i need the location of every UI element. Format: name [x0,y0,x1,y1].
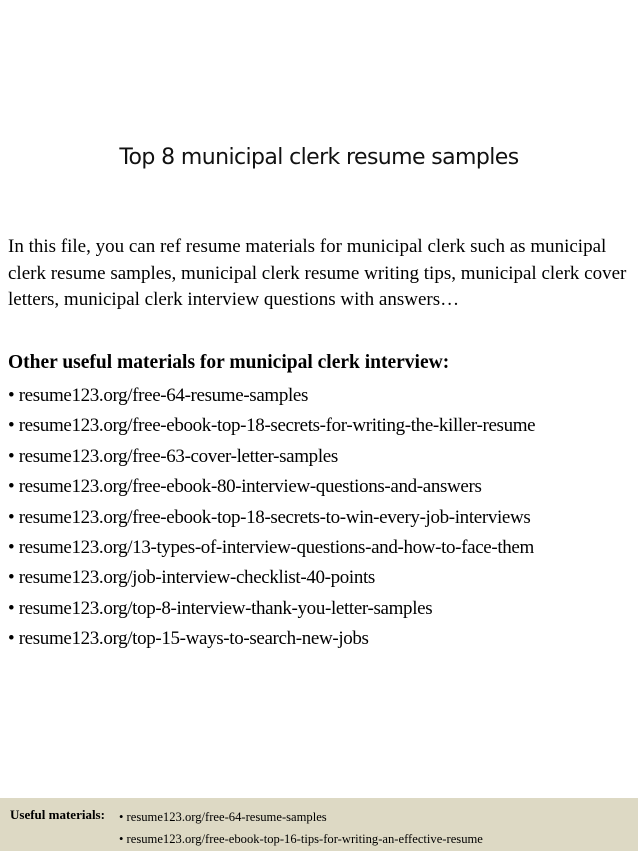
materials-link[interactable]: • resume123.org/top-15-ways-to-search-new-jobs [8,628,369,650]
footer-label: Useful materials: [10,807,105,822]
materials-link[interactable]: • resume123.org/top-8-interview-thank-you-letter-samples [8,597,433,619]
materials-link[interactable]: • resume123.org/free-ebook-top-18-secrets-for-writing-the-killer-resume [8,415,536,437]
footer-link[interactable]: • resume123.org/free-ebook-top-16-tips-for-writing-an-effective-resume [119,832,483,846]
materials-link-list [8,381,535,655]
footer-link-list [119,806,483,850]
page-title: Top 8 municipal clerk resume samples [119,145,519,170]
footer-bar [0,798,638,851]
materials-link[interactable]: • resume123.org/free-64-resume-samples [8,385,309,406]
materials-link[interactable]: • resume123.org/free-63-cover-letter-samples [8,445,338,467]
materials-heading: Other useful materials for municipal clerk interview: [8,352,450,373]
intro-paragraph: In this file, you can ref resume materials for municipal clerk such as municipal clerk resume samples, municipal clerk resume writing tips, municipal clerk cover letters, municipal clerk interview questions with answers… [8,236,627,310]
materials-link[interactable]: • resume123.org/job-interview-checklist-40-points [8,567,375,589]
materials-link[interactable]: • resume123.org/free-ebook-top-18-secrets-to-win-every-job-interviews [8,506,531,528]
materials-link[interactable]: • resume123.org/13-types-of-interview-questions-and-how-to-face-them [8,537,534,559]
materials-link[interactable]: • resume123.org/free-ebook-80-interview-questions-and-answers [8,476,482,498]
footer-link[interactable]: • resume123.org/free-64-resume-samples [119,810,327,824]
